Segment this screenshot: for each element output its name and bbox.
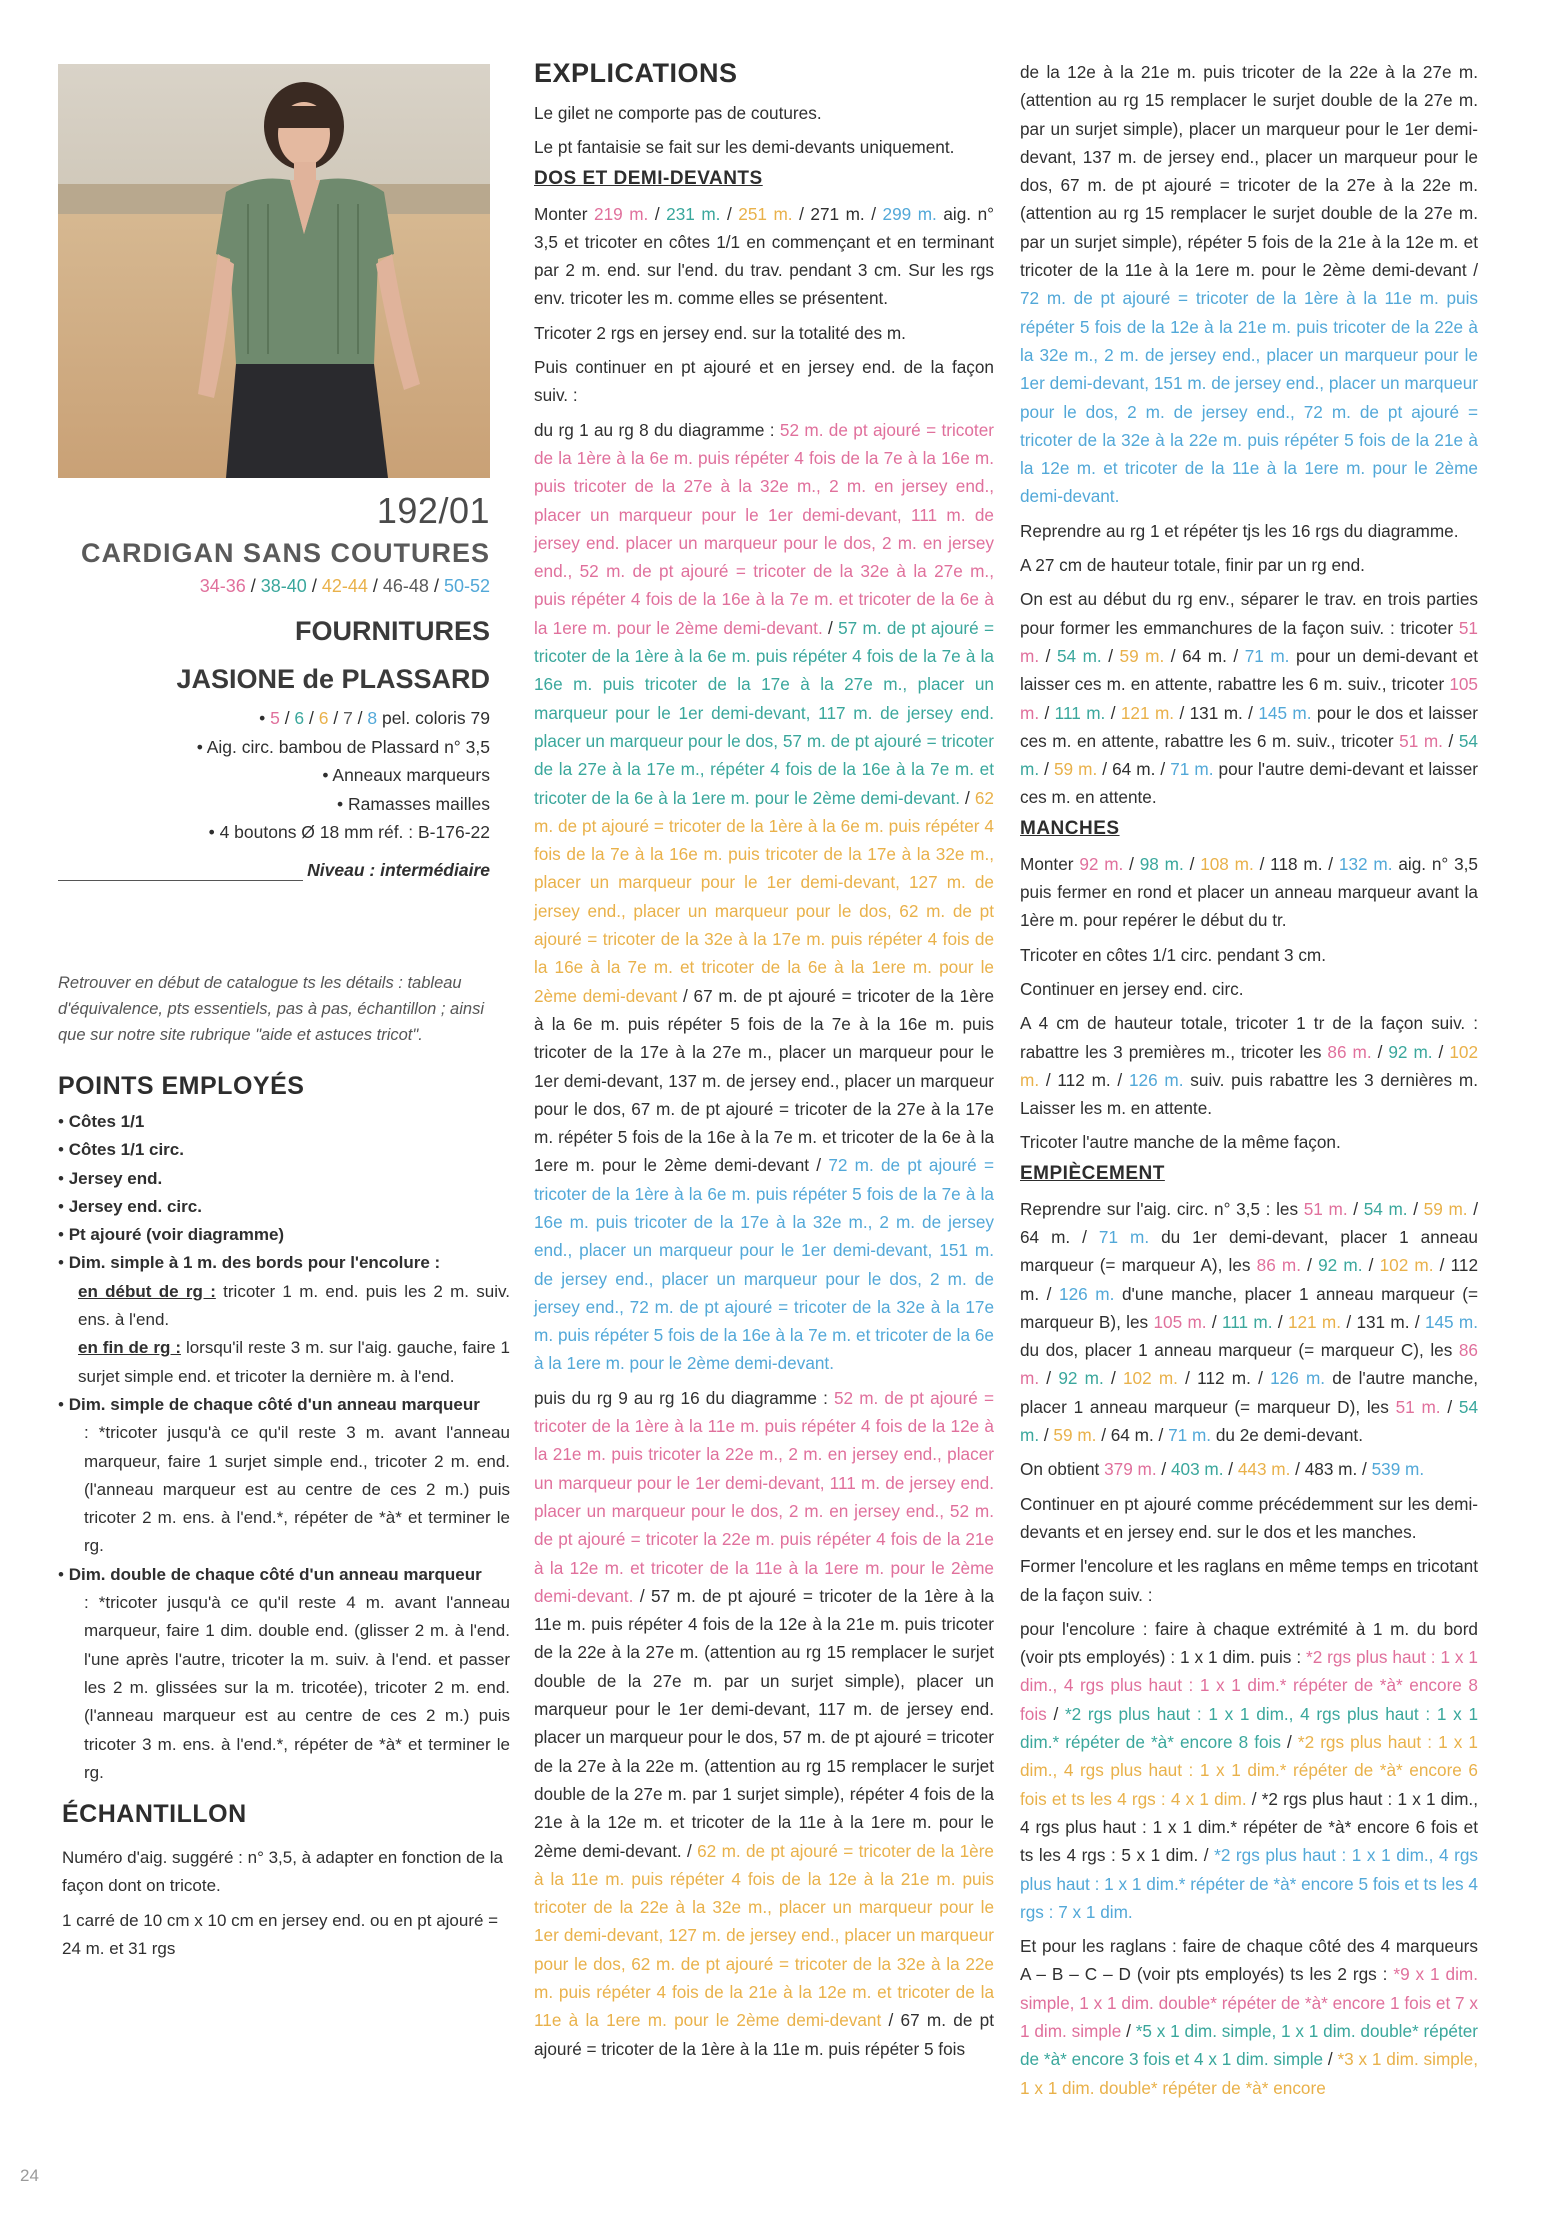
point-item: • Jersey end. circ. [58, 1196, 202, 1216]
point-item: • Dim. double de chaque côté d'un anneau marqueur [58, 1564, 482, 1584]
dos-text: Monter 219 m. / 231 m. / 251 m. / 271 m. / 299 m. aig. n° 3,5 et tricoter en côtes 1/1 en commençant et en terminant par 2 m. end. sur l'end. du trav. pendant 3 cm. Sur les rgs env. tricoter les m. comme elles se présentent. Tricoter 2 rgs en jersey end. sur la totalité des m. Puis continuer en pt ajouré et en jersey end. de la façon suiv. : du rg 1 au rg 8 du diagramme : 52 m. de pt ajouré = tricoter de la 1ère à la 6e m. puis répéter 4 fois de la 7e à la 16e m. puis tricoter de la 27e à la 32e m., 2 m. en jersey end., placer un marqueur pour le 1er demi-devant, 111 m. de jersey end. placer un marqueur pour le dos, 2 m. en jersey end., 52 m. de pt ajouré = tricoter de la 32e à la 27e m., puis répéter 4 fois de la 16e à la 7e m. et tricoter de la 6e à la 1ere m. pour le 2ème demi-devant. / 57 m. de pt ajouré = tricoter de la 1ère à la 6e m. puis répéter 4 fois de la 7e à la 16e m. puis tricoter de la 17e à la 27e m., placer un marqueur pour le 1er demi-devant, 117 m. de jersey end. placer un marqueur pour le dos, 57 m. de pt ajouré = tricoter de la 27e à la 17e m., répéter 4 fois de la 16e à la 7e m. et tricoter de la 6e à la 1ere m. pour le 2ème demi-devant. / 62 m. de pt ajouré = tricoter de la 1ère à la 6e m. puis répéter 4 fois de la 7e à la 16e m. puis tricoter de la 17e à la 32e m., placer un marqueur pour le 1er demi-devant, 127 m. de jersey end., placer un marqueur pour le dos, 62 m. de pt ajouré = tricoter de la 32e à la 17e m. puis répéter 4 fois de la 16e à la 7e m. et tricoter de la 6e à la 1ere m. pour le 2ème demi-devant / 67 m. de pt ajouré = tricoter de la 1ère à la 6e m. puis répéter 5 fois de la 7e à la 16e m. puis tricoter de la 17e à la 27e m., placer un marqueur pour le 1er demi-devant, 137 m. de jersey end., placer un marqueur pour le dos, 67 m. de pt ajouré = tricoter de la 27e à la 17e m. répéter 5 fois de la 16e à la 7e m. et tricoter de la 6e à la 1ere m. pour le 2ème demi-devant / 72 m. de pt ajouré = tricoter de la 1ère à la 6e m. puis répéter 5 fois de la 7e à la 16e m. puis tricoter de la 17e à la 32e m., 2 m. de jersey end., placer un marqueur pour le 1er demi-devant, 151 m. de jersey end., placer un marqueur pour le dos, 2 m. de jersey end., 72 m. de pt ajouré = tricoter de la 32e à la 17e m. puis répéter 5 fois de la 16e à la 7e m. et tricoter de la 6e à la 1ere m. pour le 2ème demi-devant. puis du rg 9 au rg 16 du diagramme : 52 m. de pt ajouré = tricoter de la 1ère à la 11e m. puis répéter 4 fois de la 12e à la 21e m. puis tricoter la 22e m., 2 m. en jersey end., placer un marqueur pour le 1er demi-devant, 111 m. de jersey end. placer un marqueur pour le dos, 2 m. en jersey end., 52 m. de pt ajouré = tricoter la 22e m. puis répéter 4 fois de la 21e à la 12e m. et tricoter de la 11e à la 1ere m. pour le 2ème demi-devant. / 57 m. de pt ajouré = tricoter de la 1ère à la 11e m. puis répéter 4 fois de la 12e à la 21e m. puis tricoter de la 22e à la 27e m. (attention au rg 15 remplacer le surjet double de la 27e m. par un surjet simple), placer un marqueur pour le 1er demi-devant, 117 m. de jersey end. placer un marqueur pour le dos, 57 m. de pt ajouré = tricoter de la 27e à la 22e m. (attention au rg 15 remplacer le surjet double de la 27e m. par 1 surjet simple), répéter 4 fois de la 21e à la 12e m. et tricoter de la 11e à la 1ere m. pour le 2ème demi-devant. / 62 m. de pt ajouré = tricoter de la 1ère à la 11e m. puis répéter 4 fois de la 12e à la 21e m. puis tricoter de la 22e à la 32e m., placer un marqueur pour le 1er demi-devant, 127 m. de jersey end., placer un marqueur pour le dos, 62 m. de pt ajouré = tricoter de la 32e à la 22e m. puis répéter 4 fois de la 21e à la 12e m. et tricoter de la 11e à la 1ere m. pour le 2ème demi-devant / 67 m. de pt ajouré = tricoter de la 1ère à la 11e m. puis répéter 5 fois [534, 203, 995, 2059]
echantillon-heading: ÉCHANTILLON [62, 1800, 247, 1828]
explications-column-2 [1020, 58, 1478, 2108]
point-item: • Côtes 1/1 circ. [58, 1140, 184, 1160]
point-item: • Côtes 1/1 [58, 1112, 145, 1131]
yarn-name: JASIONE de PLASSARD [176, 664, 490, 694]
model-photo-icon [58, 64, 490, 478]
explications-heading: EXPLICATIONS [534, 58, 738, 88]
size-3: 42-44 [321, 576, 368, 596]
explications-column [534, 58, 994, 2069]
points-heading: POINTS EMPLOYÉS [58, 1072, 305, 1100]
point-detail: : *tricoter jusqu'à ce qu'il reste 4 m. avant l'anneau marqueur, faire 1 dim. double end. (glisser 2 m. à l'end. l'une après l'autre, tricoter la m. suiv. à l'end. et passer les 2 m. glissées sur la m. tricotée), tricoter 2 m. end. (l'anneau marqueur est au centre de ces 2 m.) puis tricoter 3 m. ens. à l'end.*, répéter de *à* et terminer le rg. [84, 1593, 510, 1782]
model-photo [58, 64, 490, 478]
empiecement-text: Reprendre sur l'aig. circ. n° 3,5 : les 51 m. / 54 m. / 59 m. / 64 m. / 71 m. du 1er demi-devant, placer 1 anneau marqueur (= marqueur A), les 86 m. / 92 m. / 102 m. / 112 m. / 126 m. d'une manche, placer 1 anneau marqueur (= marqueur B), les 105 m. / 111 m. / 121 m. / 131 m. / 145 m. du dos, placer 1 anneau marqueur (= marqueur C), les 86 m. / 92 m. / 102 m. / 112 m. / 126 m. de l'autre manche, placer 1 anneau marqueur (= marqueur D), les 51 m. / 54 m. / 59 m. / 64 m. / 71 m. du 2e demi-devant. On obtient 379 m. / 403 m. / 443 m. / 483 m. / 539 m. Continuer en pt ajouré comme précédemment sur les demi-devants et en jersey end. sur le dos et les manches. Former l'encolure et les raglans en même temps en tricotant de la façon suiv. : pour l'encolure : faire à chaque extrémité à 1 m. du bord (voir pts employés) : 1 x 1 dim. puis : *2 rgs plus haut : 1 x 1 dim., 4 rgs plus haut : 1 x 1 dim.* répéter de *à* encore 8 fois / *2 rgs plus haut : 1 x 1 dim., 4 rgs plus haut : 1 x 1 dim.* répéter de *à* encore 8 fois / *2 rgs plus haut : 1 x 1 dim., 4 rgs plus haut : 1 x 1 dim.* répéter de *à* encore 6 fois et ts les 4 rgs : 4 x 1 dim. / *2 rgs plus haut : 1 x 1 dim., 4 rgs plus haut : 1 x 1 dim.* répéter de *à* encore 6 fois et ts les 4 rgs : 5 x 1 dim. / *2 rgs plus haut : 1 x 1 dim., 4 rgs plus haut : 1 x 1 dim.* répéter de *à* encore 5 fois et ts les 4 rgs : 7 x 1 dim. Et pour les raglans : faire de chaque côté des 4 marqueurs A – B – C – D (voir pts employés) ts les 2 rgs : *9 x 1 dim. simple, 1 x 1 dim. double* répéter de *à* encore 1 fois et 7 x 1 dim. simple / *5 x 1 dim. simple, 1 x 1 dim. double* répéter de *à* encore 3 fois et 4 x 1 dim. simple / *3 x 1 dim. simple, 1 x 1 dim. double* répéter de *à* encore [1020, 1198, 1479, 2098]
supply-item: • Anneaux marqueurs [322, 765, 490, 785]
size-1: 34-36 [199, 576, 246, 596]
supply-item: • Aig. circ. bambou de Plassard n° 3,5 [196, 736, 490, 757]
supply-yarn-count: • 5 / 6 / 6 / 7 / 8 pel. coloris 79 [259, 708, 490, 728]
point-item: • Dim. simple de chaque côté d'un anneau marqueur [58, 1394, 480, 1414]
level-row [58, 860, 490, 881]
catalogue-note: Retrouver en début de catalogue ts les détails : tableau d'équivalence, pts essentiels, pas à pas, échantillon ; ainsi que sur notre site rubrique "aide et astuces tricot". [58, 974, 484, 1044]
point-detail: : *tricoter jusqu'à ce qu'il reste 3 m. avant l'anneau marqueur, faire 1 surjet simple end., tricoter 2 m. end. (l'anneau marqueur est au centre de ces 2 m.) puis tricoter 2 m. ens. à l'end.*, répéter de *à* et terminer le rg. [84, 1423, 510, 1556]
dos-heading: DOS ET DEMI-DEVANTS [534, 167, 763, 189]
supply-item: • 4 boutons Ø 18 mm réf. : B-176-22 [208, 822, 490, 842]
supplies-list [58, 704, 490, 847]
point-item: • Pt ajouré (voir diagramme) [58, 1225, 285, 1245]
fournitures-heading: FOURNITURES [295, 616, 490, 646]
intro-text: Le gilet ne comporte pas de coutures. [534, 103, 822, 123]
point-item: • Dim. simple à 1 m. des bords pour l'encolure : [58, 1253, 441, 1273]
pattern-reference: 192/01 [376, 490, 490, 531]
pattern-title: CARDIGAN SANS COUTURES [80, 538, 490, 568]
point-detail: en début de rg : tricoter 1 m. end. puis les 2 m. suiv. ens. à l'end. [78, 1281, 510, 1330]
size-2: 38-40 [260, 576, 307, 596]
page-number: 24 [20, 2166, 39, 2185]
point-item: • Jersey end. [58, 1168, 163, 1188]
intro-text: Le pt fantaisie se fait sur les demi-devants uniquement. [534, 137, 955, 158]
points-list [58, 1108, 510, 1787]
manches-heading: MANCHES [1020, 817, 1120, 839]
size-4: 46-48 [382, 576, 429, 596]
empiecement-heading: EMPIÈCEMENT [1020, 1162, 1165, 1184]
point-detail: en fin de rg : lorsqu'il reste 3 m. sur l'aig. gauche, faire 1 surjet simple end. et tricoter la dernière m. à l'end. [78, 1338, 510, 1386]
supply-item: • Ramasses mailles [337, 793, 490, 814]
echantillon-body: Numéro d'aig. suggéré : n° 3,5, à adapter en fonction de la façon dont on tricote. 1 carré de 10 cm x 10 cm en jersey end. ou en pt ajouré = 24 m. et 31 rgs [62, 1848, 503, 1958]
divider [58, 862, 303, 881]
manches-text: Monter 92 m. / 98 m. / 108 m. / 118 m. / 132 m. aig. n° 3,5 puis fermer en rond et placer un anneau marqueur avant la 1ère m. pour repérer le début du tr. Tricoter en côtes 1/1 circ. pendant 3 cm. Continuer en jersey end. circ. A 4 cm de hauteur totale, tricoter 1 tr de la façon suiv. : rabattre les 3 premières m., tricoter les 86 m. / 92 m. / 102 m. / 112 m. / 126 m. suiv. puis rabattre les 3 dernières m. Laisser les m. en attente. Tricoter l'autre manche de la même façon. [1020, 853, 1479, 1153]
size-5: 50-52 [443, 576, 490, 596]
size-list: 34-36 / 38-40 / 42-44 / 46-48 / 50-52 [199, 576, 490, 596]
difficulty-level: Niveau : intermédiaire [307, 860, 490, 880]
dos-text-cont: de la 12e à la 21e m. puis tricoter de la 22e à la 27e m. (attention au rg 15 remplacer le surjet double de la 27e m. par un surjet simple), placer un marqueur pour le 1er demi-devant, 137 m. de jersey end., placer un marqueur pour le dos, 67 m. de pt ajouré = tricoter de la 27e à la 22e m. (attention au rg 15 remplacer le surjet double de la 27e m. par un surjet simple), répéter 5 fois de la 21e à la 12e m. et tricoter de la 11e à la 1ere m. pour le 2ème demi-devant / 72 m. de pt ajouré = tricoter de la 1ère à la 11e m. puis répéter 5 fois de la 12e à la 21e m. puis tricoter de la 22e à la 32e m., 2 m. de jersey end., placer un marqueur pour le 1er demi-devant, 151 m. de jersey end., placer un marqueur pour le dos, 2 m. de jersey end., 72 m. de pt ajouré = tricoter de la 32e à la 22e m. puis répéter 5 fois de la 21e à la 12e m. et tricoter de la 11e à la 1ere m. pour le 2ème demi-devant. Reprendre au rg 1 et répéter tjs les 16 rgs du diagramme. A 27 cm de hauteur totale, finir par un rg end. On est au début du rg env., séparer le trav. en trois parties pour former les emmanchures de la façon suiv. : tricoter 51 m. / 54 m. / 59 m. / 64 m. / 71 m. pour un demi-devant et laisser ces m. en attente, rabattre les 6 m. suiv., tricoter 105 m. / 111 m. / 121 m. / 131 m. / 145 m. pour le dos et laisser ces m. en attente, rabattre les 6 m. suiv., tricoter 51 m. / 54 m. / 59 m. / 64 m. / 71 m. pour l'autre demi-devant et laisser ces m. en attente. [1020, 62, 1479, 808]
